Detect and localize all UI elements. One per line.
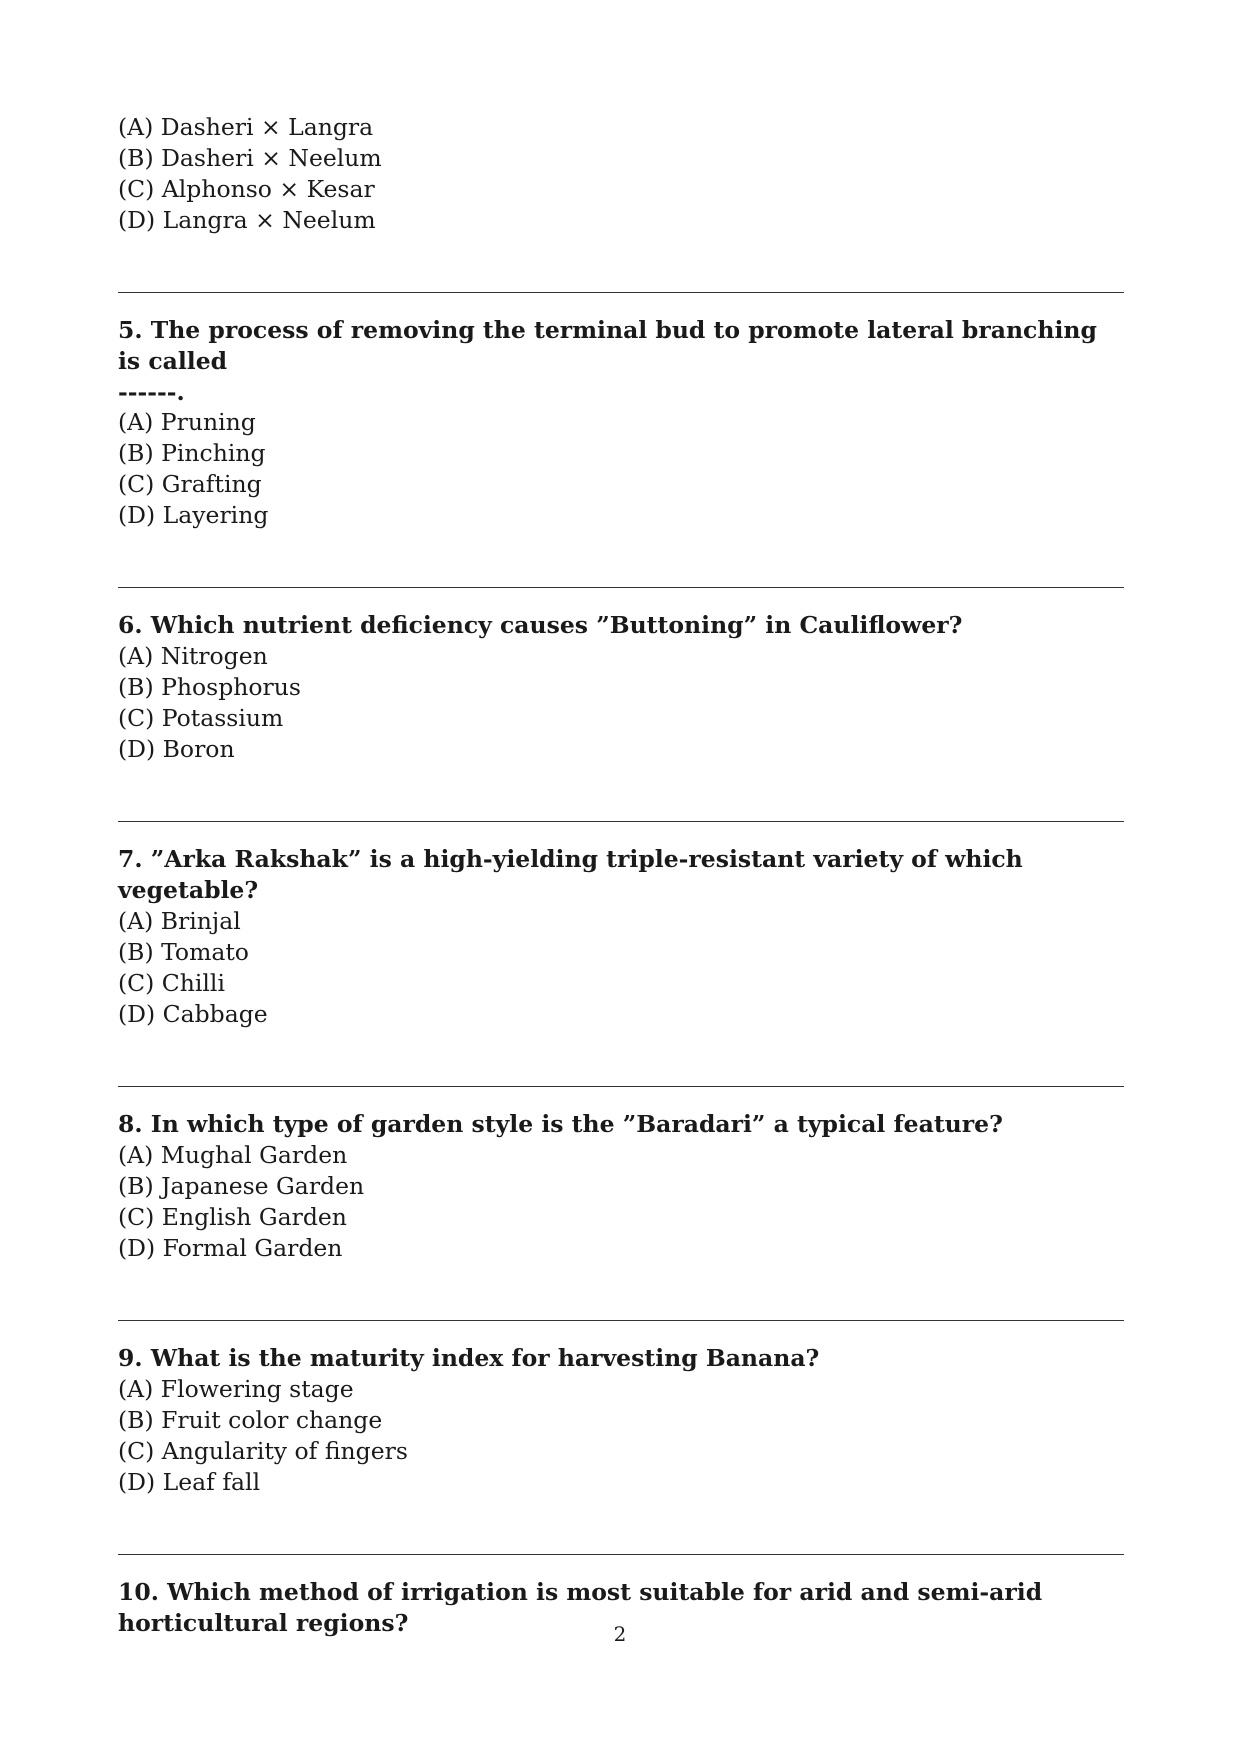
question-5 — [118, 315, 1124, 531]
divider — [118, 821, 1124, 822]
option-b: (B) Fruit color change — [118, 1406, 383, 1434]
option-c: (C) English Garden — [118, 1203, 347, 1231]
option-c: (C) Grafting — [118, 470, 262, 498]
question-7 — [118, 844, 1124, 1030]
option-d: (D) Langra × Neelum — [118, 206, 376, 234]
option-b: (B) Pinching — [118, 439, 266, 467]
option-b: (B) Japanese Garden — [118, 1172, 365, 1200]
divider — [118, 1086, 1124, 1087]
continuation-options — [118, 112, 1124, 236]
divider — [118, 1320, 1124, 1321]
question-page — [118, 112, 1124, 1639]
option-d: (D) Cabbage — [118, 1000, 268, 1028]
option-b: (B) Tomato — [118, 938, 249, 966]
option-b: (B) Dasheri × Neelum — [118, 144, 382, 172]
question-text: 9. What is the maturity index for harvesting Banana? — [118, 1344, 820, 1372]
option-d: (D) Leaf fall — [118, 1468, 261, 1496]
question-text: 10. Which method of irrigation is most suitable for arid and semi-arid horticultural regions? — [118, 1578, 1043, 1637]
question-text: 6. Which nutrient deficiency causes ”Buttoning” in Cauliflower? — [118, 611, 963, 639]
option-d: (D) Boron — [118, 735, 235, 763]
option-b: (B) Phosphorus — [118, 673, 301, 701]
divider — [118, 587, 1124, 588]
option-d: (D) Layering — [118, 501, 269, 529]
page-number: 2 — [613, 1622, 627, 1646]
option-a: (A) Nitrogen — [118, 642, 268, 670]
option-a: (A) Mughal Garden — [118, 1141, 348, 1169]
question-text: 5. The process of removing the terminal bud to promote lateral branching is called — [118, 316, 1097, 375]
question-text: 7. ”Arka Rakshak” is a high-yielding triple-resistant variety of which vegetable? — [118, 845, 1023, 904]
option-c: (C) Angularity of fingers — [118, 1437, 408, 1465]
question-text: 8. In which type of garden style is the ”Baradari” a typical feature? — [118, 1110, 1003, 1138]
option-d: (D) Formal Garden — [118, 1234, 343, 1262]
option-c: (C) Chilli — [118, 969, 225, 997]
option-a: (A) Brinjal — [118, 907, 241, 935]
option-c: (C) Alphonso × Kesar — [118, 175, 375, 203]
divider — [118, 1554, 1124, 1555]
question-9 — [118, 1343, 1124, 1498]
question-blank: ------. — [118, 378, 185, 406]
option-a: (A) Dasheri × Langra — [118, 113, 374, 141]
divider — [118, 292, 1124, 293]
option-a: (A) Flowering stage — [118, 1375, 354, 1403]
question-8 — [118, 1109, 1124, 1264]
option-c: (C) Potassium — [118, 704, 284, 732]
question-6 — [118, 610, 1124, 765]
option-a: (A) Pruning — [118, 408, 256, 436]
